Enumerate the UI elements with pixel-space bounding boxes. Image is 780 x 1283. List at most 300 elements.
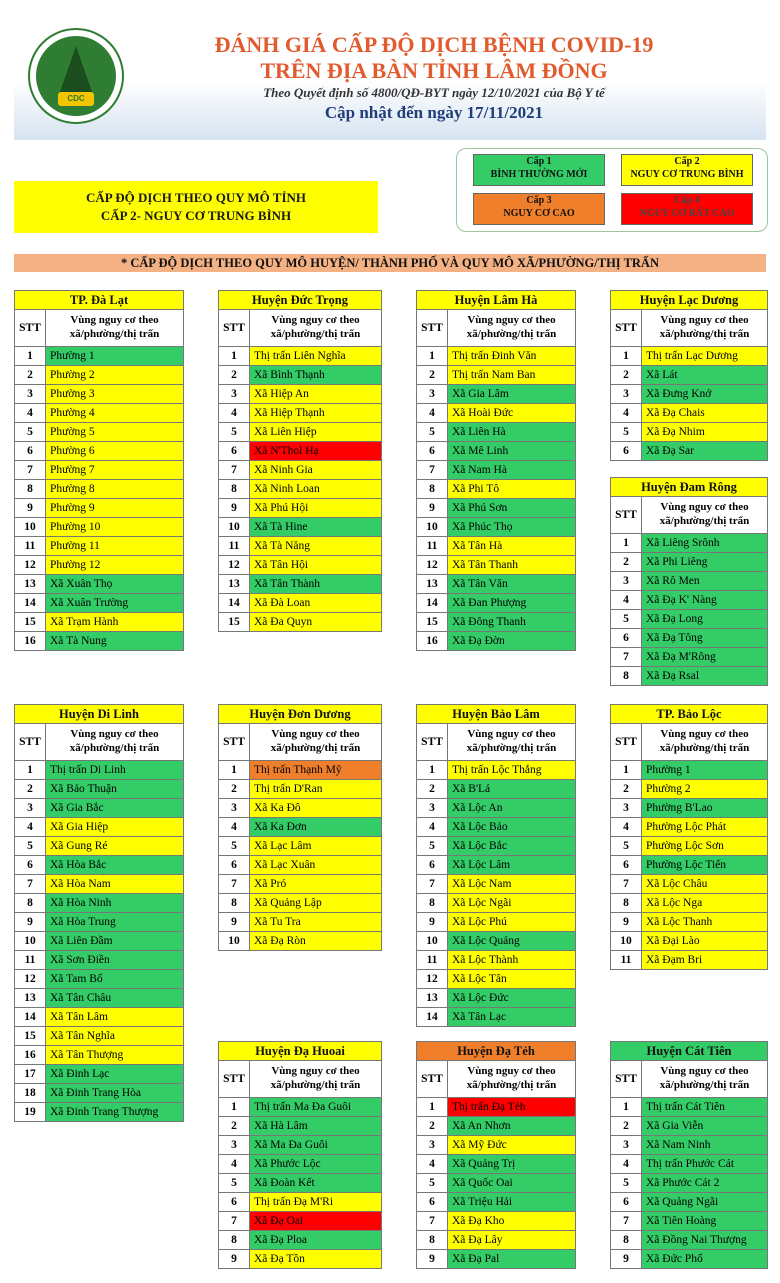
commune-name: Phường 3: [46, 385, 183, 403]
district-name: Huyện Đạ Tẻh: [417, 1042, 575, 1061]
table-row: [417, 1136, 575, 1155]
table-row: [219, 404, 381, 423]
row-number: 14: [15, 594, 46, 612]
commune-name: Xã Đạ Chais: [642, 404, 767, 422]
table-row: [219, 347, 381, 366]
row-number: 2: [611, 1117, 642, 1135]
commune-name: Xã Hòa Bắc: [46, 856, 183, 874]
row-number: 10: [611, 932, 642, 950]
commune-name: Xã Bình Thạnh: [250, 366, 381, 384]
commune-name: Xã Pró: [250, 875, 381, 893]
row-number: 5: [417, 1174, 448, 1192]
column-header-area: Vùng nguy cơ theo xã/phường/thị trấn: [659, 501, 750, 527]
table-row: [219, 423, 381, 442]
row-number: 11: [417, 951, 448, 969]
table-row: [15, 537, 183, 556]
column-header-area: Vùng nguy cơ theo xã/phường/thị trấn: [466, 728, 557, 754]
row-number: 1: [611, 534, 642, 552]
row-number: 4: [219, 1155, 250, 1173]
row-number: 14: [219, 594, 250, 612]
table-row: [417, 423, 575, 442]
table-row: [417, 556, 575, 575]
table-row: [15, 1084, 183, 1103]
table-row: [219, 1231, 381, 1250]
district-table: [416, 704, 576, 1027]
row-number: 2: [417, 366, 448, 384]
table-row: [15, 856, 183, 875]
district-name: Huyện Bảo Lâm: [417, 705, 575, 724]
row-number: 14: [15, 1008, 46, 1026]
row-number: 6: [219, 1193, 250, 1211]
commune-name: Xã Lộc Thành: [448, 951, 575, 969]
table-row: [15, 932, 183, 951]
row-number: 4: [611, 404, 642, 422]
row-number: 5: [15, 423, 46, 441]
logo-text: CDC: [58, 92, 94, 106]
commune-name: Xã Phi Tô: [448, 480, 575, 498]
commune-name: Xã Đạm Bri: [642, 951, 767, 969]
commune-name: Xã Bảo Thuận: [46, 780, 183, 798]
column-header: [611, 1061, 767, 1098]
district-table: [610, 477, 768, 686]
table-row: [219, 366, 381, 385]
commune-name: Xã Đan Phượng: [448, 594, 575, 612]
district-table: [610, 1041, 768, 1269]
legend-level-2-label: Cấp 2: [674, 156, 700, 167]
table-row: [417, 594, 575, 613]
commune-name: Xã Tân Lạc: [448, 1008, 575, 1026]
commune-name: Xã Đạ Pal: [448, 1250, 575, 1268]
row-number: 12: [219, 556, 250, 574]
district-name: Huyện Đạ Huoai: [219, 1042, 381, 1061]
commune-name: Xã Đưng Knớ: [642, 385, 767, 403]
page-title-line2: TRÊN ĐỊA BÀN TỈNH LÂM ĐỒNG: [260, 58, 608, 83]
row-number: 7: [611, 875, 642, 893]
district-name: Huyện Lâm Hà: [417, 291, 575, 310]
district-table: [14, 290, 184, 651]
commune-name: Xã Đạ K' Nàng: [642, 591, 767, 609]
commune-name: Phường 10: [46, 518, 183, 536]
row-number: 9: [219, 499, 250, 517]
commune-name: Xã Lộc Ngãi: [448, 894, 575, 912]
column-header-area: Vùng nguy cơ theo xã/phường/thị trấn: [270, 728, 361, 754]
commune-name: Xã Rô Men: [642, 572, 767, 590]
commune-name: Xã Đạ Rsal: [642, 667, 767, 685]
row-number: 5: [15, 837, 46, 855]
row-number: 6: [611, 442, 642, 460]
row-number: 13: [15, 989, 46, 1007]
table-row: [611, 648, 767, 667]
table-row: [15, 480, 183, 499]
commune-name: Xã Đa Quyn: [250, 613, 381, 631]
row-number: 9: [15, 913, 46, 931]
table-row: [15, 1065, 183, 1084]
district-name: Huyện Đơn Dương: [219, 705, 381, 724]
column-header-area: Vùng nguy cơ theo xã/phường/thị trấn: [659, 1065, 750, 1091]
commune-name: Xã Lộc Tân: [448, 970, 575, 988]
row-number: 1: [417, 761, 448, 779]
row-number: 1: [219, 347, 250, 365]
row-number: 14: [417, 594, 448, 612]
commune-name: Xã Đạ Long: [642, 610, 767, 628]
table-row: [611, 534, 767, 553]
row-number: 8: [611, 667, 642, 685]
province-level-value: CẤP 2- NGUY CƠ TRUNG BÌNH: [100, 208, 292, 223]
district-name: Huyện Đam Rông: [611, 478, 767, 497]
page-title: ĐÁNH GIÁ CẤP ĐỘ DỊCH BỆNH COVID-19: [214, 32, 654, 57]
row-number: 9: [219, 913, 250, 931]
table-row: [417, 1193, 575, 1212]
table-row: [611, 347, 767, 366]
table-row: [15, 632, 183, 650]
commune-name: Xã Ninh Gia: [250, 461, 381, 479]
row-number: 1: [611, 347, 642, 365]
commune-name: Xã Đoàn Kết: [250, 1174, 381, 1192]
table-row: [417, 1008, 575, 1026]
row-number: 3: [417, 385, 448, 403]
row-number: 16: [15, 1046, 46, 1064]
table-row: [611, 629, 767, 648]
column-header-area: Vùng nguy cơ theo xã/phường/thị trấn: [466, 314, 557, 340]
row-number: 7: [15, 461, 46, 479]
row-number: 9: [15, 499, 46, 517]
row-number: 9: [417, 499, 448, 517]
table-row: [611, 1174, 767, 1193]
commune-name: Xã Đạ Ploa: [250, 1231, 381, 1249]
commune-name: Xã Tân Thành: [250, 575, 381, 593]
row-number: 11: [15, 951, 46, 969]
table-row: [611, 610, 767, 629]
commune-name: Xã Lộc Phú: [448, 913, 575, 931]
table-row: [417, 1174, 575, 1193]
table-row: [15, 1046, 183, 1065]
commune-name: Xã Lạc Xuân: [250, 856, 381, 874]
table-row: [611, 913, 767, 932]
table-row: [219, 480, 381, 499]
row-number: 19: [15, 1103, 46, 1121]
commune-name: Xã Gia Viễn: [642, 1117, 767, 1135]
row-number: 5: [417, 837, 448, 855]
table-row: [611, 932, 767, 951]
row-number: 3: [219, 799, 250, 817]
commune-name: Xã Phú Hội: [250, 499, 381, 517]
row-number: 12: [417, 970, 448, 988]
column-header: [15, 724, 183, 761]
commune-name: Xã Tân Thanh: [448, 556, 575, 574]
row-number: 5: [611, 837, 642, 855]
commune-name: Xã Hòa Trung: [46, 913, 183, 931]
table-row: [417, 875, 575, 894]
commune-name: Xã Đông Thanh: [448, 613, 575, 631]
row-number: 5: [219, 1174, 250, 1192]
commune-name: Phường 11: [46, 537, 183, 555]
row-number: 8: [417, 894, 448, 912]
table-row: [15, 1027, 183, 1046]
commune-name: Xã Quảng Trị: [448, 1155, 575, 1173]
header-banner: [14, 8, 766, 140]
row-number: 2: [417, 780, 448, 798]
row-number: 8: [417, 1231, 448, 1249]
row-number: 3: [611, 1136, 642, 1154]
commune-name: Xã Đức Phổ: [642, 1250, 767, 1268]
commune-name: Thị trấn Thạnh Mỹ: [250, 761, 381, 779]
table-row: [417, 780, 575, 799]
commune-name: Phường 1: [642, 761, 767, 779]
commune-name: Xã Ka Đô: [250, 799, 381, 817]
row-number: 10: [15, 932, 46, 950]
commune-name: Xã Phú Sơn: [448, 499, 575, 517]
commune-name: Thị trấn Phước Cát: [642, 1155, 767, 1173]
table-row: [219, 499, 381, 518]
column-header: [219, 1061, 381, 1098]
commune-name: Xã Đạ Oai: [250, 1212, 381, 1230]
row-number: 9: [219, 1250, 250, 1268]
table-row: [15, 761, 183, 780]
row-number: 8: [219, 894, 250, 912]
row-number: 13: [219, 575, 250, 593]
commune-name: Xã Quảng Ngãi: [642, 1193, 767, 1211]
row-number: 4: [15, 818, 46, 836]
table-row: [417, 499, 575, 518]
row-number: 9: [611, 913, 642, 931]
column-header-stt: STT: [611, 497, 642, 533]
row-number: 3: [15, 799, 46, 817]
commune-name: Xã Gia Bắc: [46, 799, 183, 817]
row-number: 7: [219, 1212, 250, 1230]
row-number: 7: [219, 875, 250, 893]
table-row: [15, 837, 183, 856]
row-number: 3: [611, 572, 642, 590]
table-row: [417, 518, 575, 537]
row-number: 10: [417, 932, 448, 950]
commune-name: Xã Đạ Ròn: [250, 932, 381, 950]
row-number: 1: [417, 347, 448, 365]
table-row: [219, 518, 381, 537]
commune-name: Xã Gia Lâm: [448, 385, 575, 403]
commune-name: Xã Liên Hà: [448, 423, 575, 441]
column-header-stt: STT: [417, 724, 448, 760]
commune-name: Xã Đạ Lây: [448, 1231, 575, 1249]
legend-level-4: [621, 193, 753, 225]
commune-name: Xã Triệu Hải: [448, 1193, 575, 1211]
table-row: [15, 385, 183, 404]
table-row: [15, 575, 183, 594]
column-header-stt: STT: [219, 724, 250, 760]
row-number: 4: [611, 818, 642, 836]
table-row: [219, 1250, 381, 1268]
row-number: 6: [611, 629, 642, 647]
row-number: 2: [219, 780, 250, 798]
column-header-area: Vùng nguy cơ theo xã/phường/thị trấn: [270, 1065, 361, 1091]
table-row: [417, 461, 575, 480]
commune-name: Xã Tu Tra: [250, 913, 381, 931]
table-row: [219, 1212, 381, 1231]
row-number: 7: [417, 1212, 448, 1230]
commune-name: Xã Tà Hine: [250, 518, 381, 536]
row-number: 2: [15, 780, 46, 798]
row-number: 6: [417, 856, 448, 874]
table-row: [417, 951, 575, 970]
commune-name: Phường 2: [46, 366, 183, 384]
table-row: [417, 442, 575, 461]
table-row: [417, 385, 575, 404]
commune-name: Xã Lát: [642, 366, 767, 384]
column-header-stt: STT: [611, 310, 642, 346]
table-row: [219, 556, 381, 575]
row-number: 6: [611, 1193, 642, 1211]
commune-name: Thị trấn Di Linh: [46, 761, 183, 779]
district-table: [218, 704, 382, 951]
commune-name: Thị trấn Ma Đa Guôi: [250, 1098, 381, 1116]
row-number: 8: [15, 480, 46, 498]
column-header-area: Vùng nguy cơ theo xã/phường/thị trấn: [659, 728, 750, 754]
table-row: [15, 404, 183, 423]
row-number: 5: [417, 423, 448, 441]
table-row: [417, 837, 575, 856]
table-row: [611, 799, 767, 818]
commune-name: Xã Đạ Sar: [642, 442, 767, 460]
table-row: [611, 1117, 767, 1136]
commune-name: Xã Phi Liêng: [642, 553, 767, 571]
row-number: 10: [15, 518, 46, 536]
row-number: 3: [15, 385, 46, 403]
commune-name: Xã Đà Loan: [250, 594, 381, 612]
column-header: [611, 497, 767, 534]
commune-name: Xã Quốc Oai: [448, 1174, 575, 1192]
commune-name: Xã Ninh Loan: [250, 480, 381, 498]
row-number: 4: [611, 1155, 642, 1173]
commune-name: Xã Tam Bố: [46, 970, 183, 988]
commune-name: Xã Quảng Lập: [250, 894, 381, 912]
table-row: [611, 1250, 767, 1268]
commune-name: Xã Lộc Thanh: [642, 913, 767, 931]
commune-name: Xã Nam Ninh: [642, 1136, 767, 1154]
row-number: 3: [611, 385, 642, 403]
update-date: Cập nhật đến ngày 17/11/2021: [324, 103, 544, 122]
row-number: 7: [219, 461, 250, 479]
district-table: [416, 1041, 576, 1269]
column-header-area: Vùng nguy cơ theo xã/phường/thị trấn: [659, 314, 750, 340]
commune-name: Xã Đạ Tông: [642, 629, 767, 647]
commune-name: Xã Hòa Ninh: [46, 894, 183, 912]
column-header-stt: STT: [219, 310, 250, 346]
commune-name: Phường 12: [46, 556, 183, 574]
table-row: [611, 1231, 767, 1250]
table-row: [219, 1117, 381, 1136]
row-number: 8: [219, 480, 250, 498]
table-row: [611, 423, 767, 442]
row-number: 14: [417, 1008, 448, 1026]
row-number: 4: [611, 591, 642, 609]
table-row: [417, 632, 575, 650]
commune-name: Xã Tân Nghĩa: [46, 1027, 183, 1045]
commune-name: Xã Đạ Đờn: [448, 632, 575, 650]
table-row: [417, 575, 575, 594]
decision-reference: Theo Quyết định số 4800/QĐ-BYT ngày 12/10/2021 của Bộ Y tế: [263, 85, 605, 100]
commune-name: Xã Lộc Đức: [448, 989, 575, 1007]
row-number: 9: [611, 1250, 642, 1268]
column-header: [417, 310, 575, 347]
table-row: [417, 1212, 575, 1231]
commune-name: Phường 6: [46, 442, 183, 460]
commune-name: Xã Lộc Châu: [642, 875, 767, 893]
column-header-area: Vùng nguy cơ theo xã/phường/thị trấn: [270, 314, 361, 340]
table-row: [417, 366, 575, 385]
table-row: [611, 856, 767, 875]
row-number: 3: [417, 1136, 448, 1154]
table-row: [15, 818, 183, 837]
table-row: [15, 423, 183, 442]
row-number: 5: [611, 1174, 642, 1192]
row-number: 7: [611, 1212, 642, 1230]
column-header-stt: STT: [611, 724, 642, 760]
row-number: 4: [417, 404, 448, 422]
table-row: [219, 537, 381, 556]
table-row: [15, 951, 183, 970]
section-bar: * CẤP ĐỘ DỊCH THEO QUY MÔ HUYỆN/ THÀNH PHỐ VÀ QUY MÔ XÃ/PHƯỜNG/THỊ TRẤN: [14, 254, 766, 272]
table-row: [219, 818, 381, 837]
table-row: [417, 404, 575, 423]
row-number: 4: [219, 404, 250, 422]
commune-name: Xã Ka Đơn: [250, 818, 381, 836]
legend-level-4-desc: NGUY CƠ RẤT CAO: [639, 208, 735, 219]
row-number: 2: [219, 1117, 250, 1135]
table-row: [219, 875, 381, 894]
table-row: [15, 594, 183, 613]
row-number: 1: [611, 1098, 642, 1116]
commune-name: Xã N'Thol Hạ: [250, 442, 381, 460]
table-row: [219, 385, 381, 404]
row-number: 5: [219, 423, 250, 441]
commune-name: Xã Gung Ré: [46, 837, 183, 855]
table-row: [219, 894, 381, 913]
commune-name: Xã Lộc Bắc: [448, 837, 575, 855]
row-number: 15: [417, 613, 448, 631]
row-number: 15: [15, 1027, 46, 1045]
commune-name: Xã Hiệp An: [250, 385, 381, 403]
table-row: [611, 667, 767, 685]
row-number: 15: [15, 613, 46, 631]
table-row: [15, 913, 183, 932]
commune-name: Xã Mê Linh: [448, 442, 575, 460]
legend-level-2: [621, 154, 753, 186]
table-row: [417, 894, 575, 913]
row-number: 8: [219, 1231, 250, 1249]
row-number: 2: [611, 780, 642, 798]
row-number: 8: [417, 480, 448, 498]
row-number: 7: [417, 875, 448, 893]
table-row: [611, 553, 767, 572]
column-header-stt: STT: [417, 310, 448, 346]
column-header-area: Vùng nguy cơ theo xã/phường/thị trấn: [69, 728, 160, 754]
table-row: [219, 461, 381, 480]
commune-name: Xã Tân Thượng: [46, 1046, 183, 1064]
row-number: 11: [15, 537, 46, 555]
table-row: [15, 499, 183, 518]
province-level-box: [14, 181, 378, 233]
commune-name: Xã Phước Lộc: [250, 1155, 381, 1173]
row-number: 1: [417, 1098, 448, 1116]
commune-name: Xã Ma Đa Guôi: [250, 1136, 381, 1154]
commune-name: Xã Hà Lâm: [250, 1117, 381, 1135]
table-row: [219, 1174, 381, 1193]
table-row: [611, 1098, 767, 1117]
table-row: [611, 385, 767, 404]
table-row: [417, 970, 575, 989]
district-name: Huyện Lạc Dương: [611, 291, 767, 310]
table-row: [417, 856, 575, 875]
table-row: [611, 761, 767, 780]
